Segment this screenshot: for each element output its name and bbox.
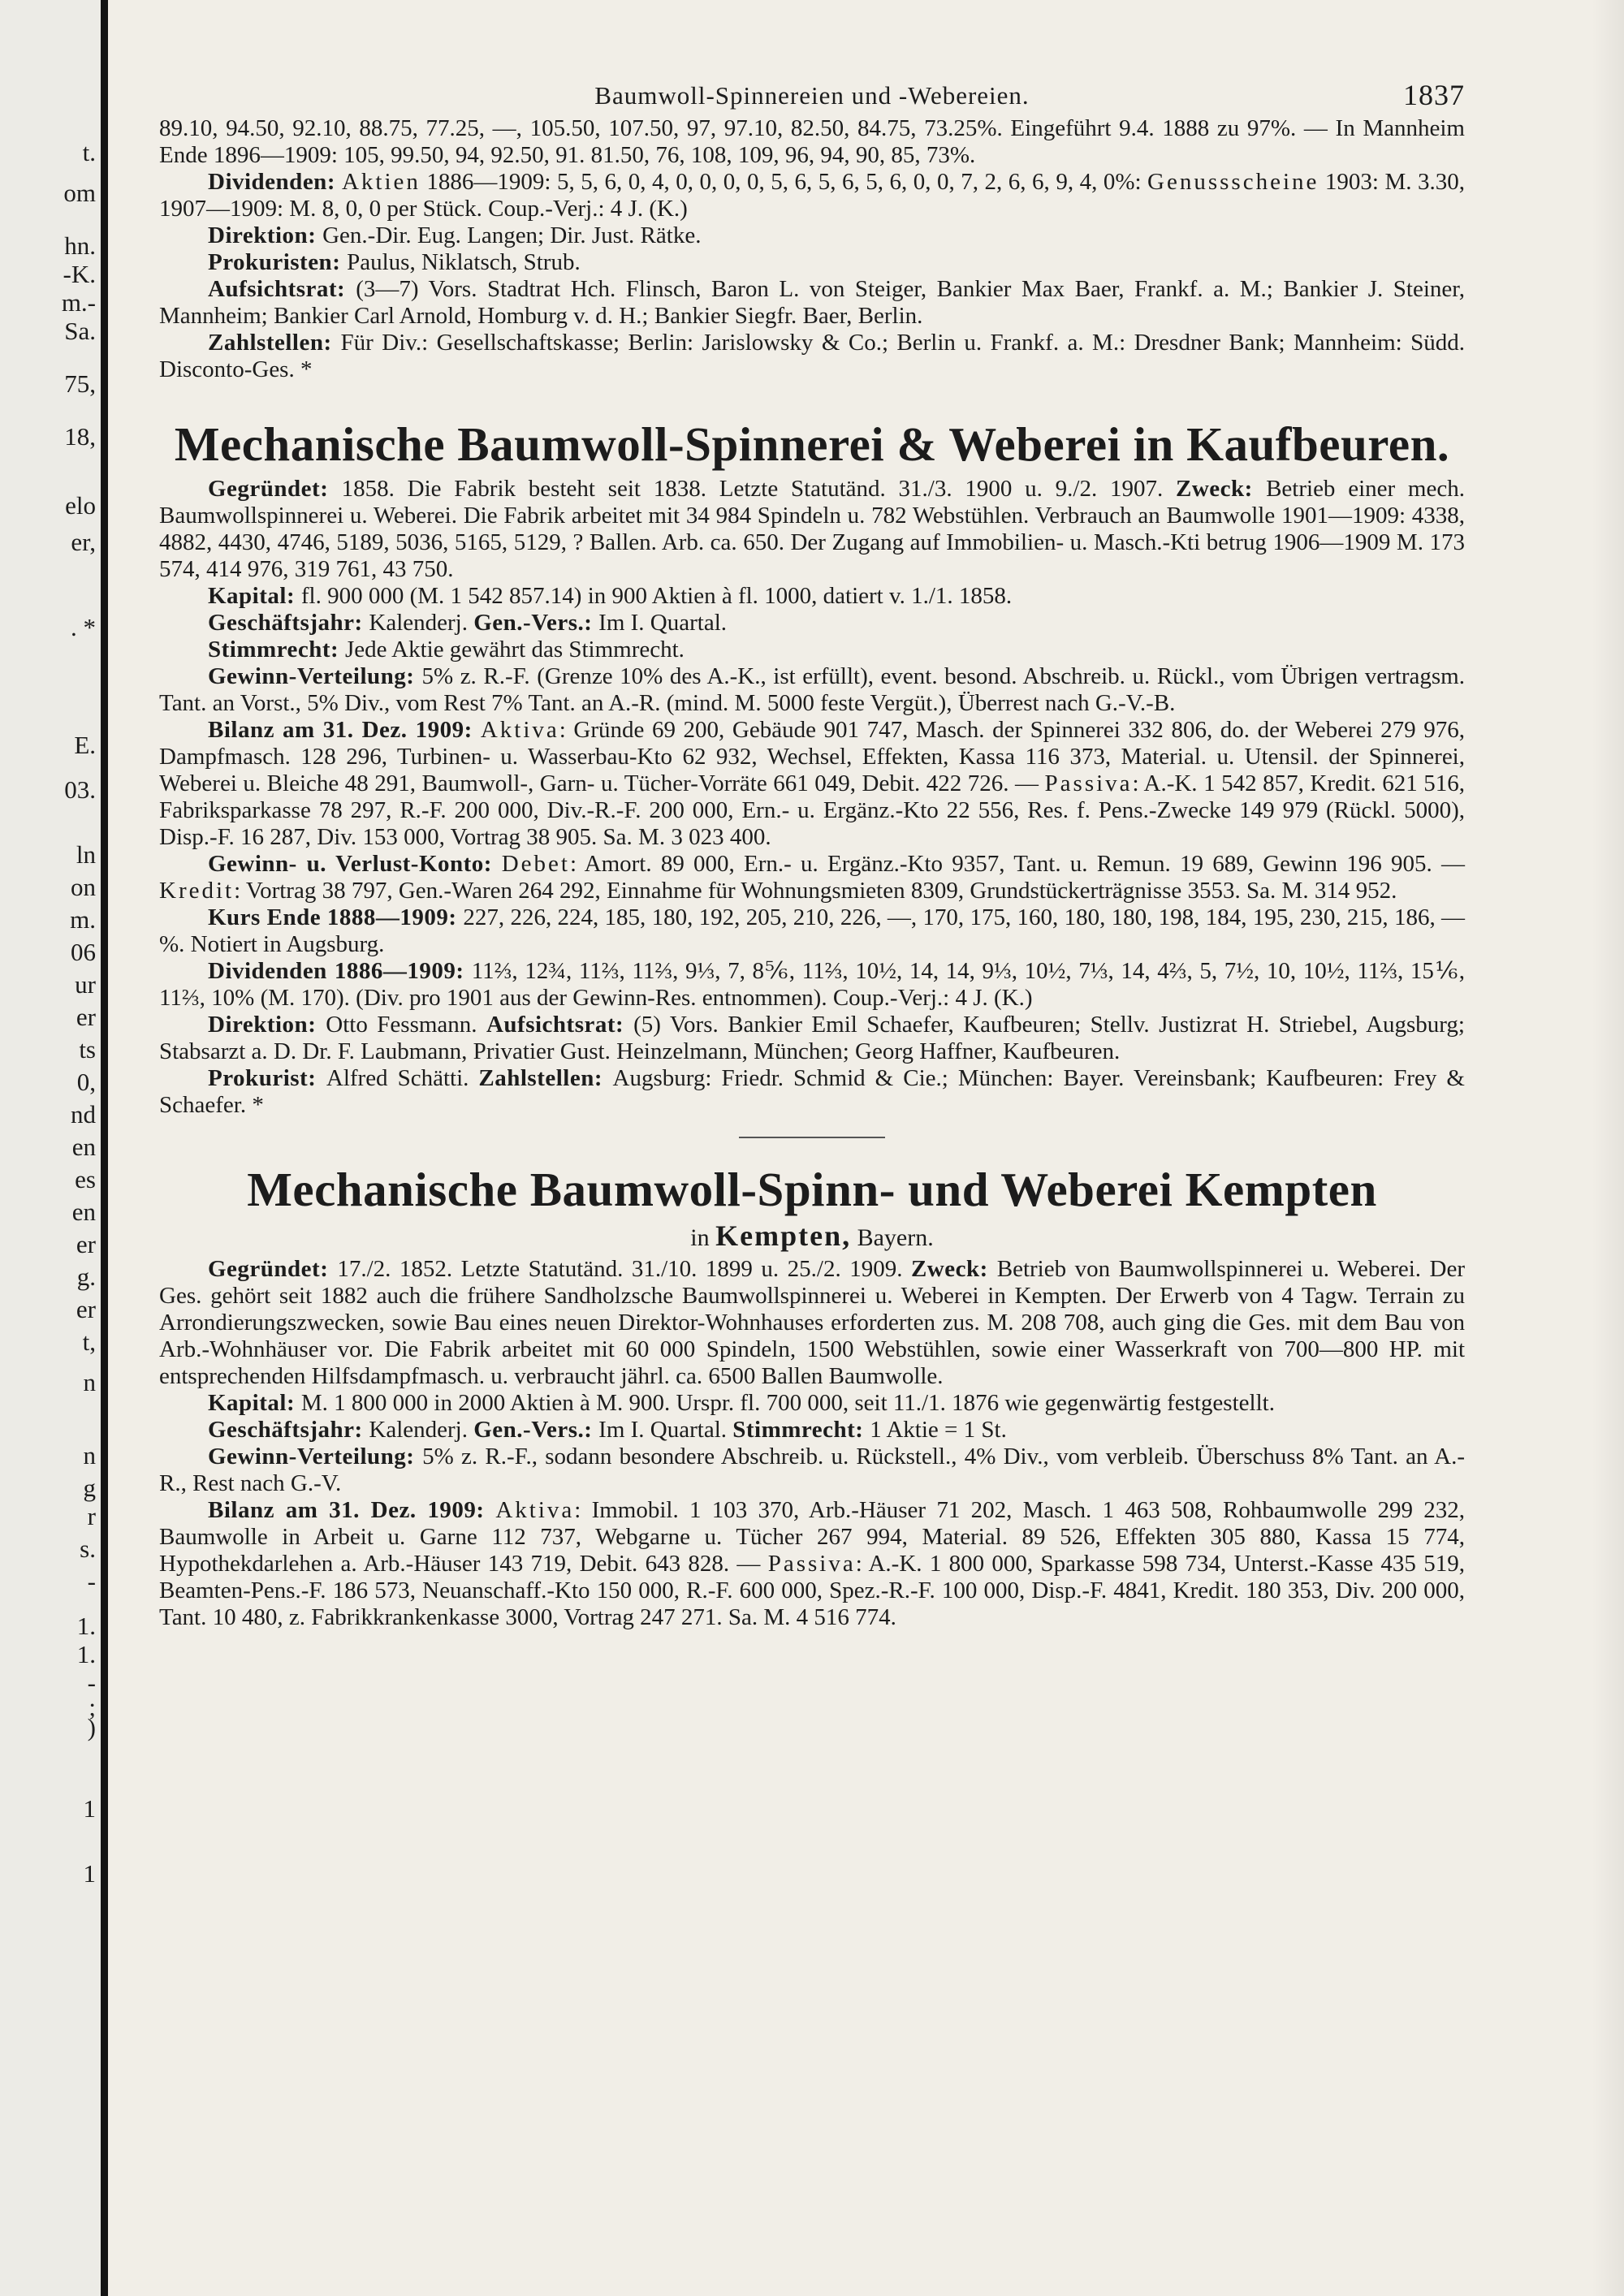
location-prefix: in: [690, 1224, 710, 1251]
field-text: : Vortrag 38 797, Gen.-Waren 264 292, Einnahme für Wohnungsmieten 8309, Grundstückerträgnisse 3553. Sa. M. 314 952.: [234, 878, 1397, 904]
paragraph: [159, 1012, 1465, 1065]
paragraph: [159, 276, 1465, 330]
margin-fragment: hn.: [64, 231, 96, 260]
field-label: Kapital:: [208, 583, 301, 609]
field-text: 17./2. 1852. Letzte Statutänd. 31./10. 1899 u. 25./2. 1909.: [337, 1256, 911, 1282]
field-text: Kalenderj.: [369, 610, 474, 636]
field-text: : Immobil. 1 103 370, Arb.-Häuser 71 202, Masch. 1 463 508, Rohbaumwolle 299 232, Baumwolle in Arbeit u. Garne 112 737, Webgarne u. Tücher 267 994, Material. 89 526, Effekten 305 880, Kassa 15 774, Hypothekdarlehen a. Arb.-Häuser 143 719, Debit. 643 828. —: [159, 1497, 1465, 1577]
margin-fragment: en: [71, 1198, 96, 1226]
field-label: Dividenden:: [208, 169, 342, 195]
paragraph: [159, 1390, 1465, 1417]
field-text: : A.-K. 1 542 857, Kredit. 621 516, Fabriksparkasse 78 297, R.-F. 200 000, Div.-R.-F. 200 000, Ern.- u. Ergänz.-Kto 22 556, Res. f. Pens.-Zwecke 149 979 (Rückl. 5000), Disp.-F. 16 287, Div. 153 000, Vortrag 38 905. Sa. M. 3 023 400.: [159, 770, 1466, 850]
margin-fragment: 18,: [64, 422, 96, 451]
paragraph: [159, 717, 1465, 851]
spaced-term: Aktien: [341, 169, 421, 195]
margin-fragment: r: [87, 1502, 96, 1530]
paragraph: [159, 222, 1465, 249]
field-label: Zweck:: [1175, 476, 1267, 502]
field-text: Paulus, Niklatsch, Strub.: [347, 249, 581, 275]
field-label: Kapital:: [208, 1390, 301, 1416]
paragraph: [159, 851, 1465, 904]
spaced-term: Aktiva: [480, 717, 559, 743]
field-label: Bilanz am 31. Dez. 1909:: [208, 717, 481, 743]
field-label: Prokuristen:: [208, 249, 348, 275]
paragraph: [159, 249, 1465, 276]
field-text: : Gründe 69 200, Gebäude 901 747, Masch. der Spinnerei 332 806, do. der Weberei 279 976, Dampfmasch. 128 296, Turbinen- u. Wasserbau-Kto 62 932, Wechsel, Effekten, Kassa 116 373, Material. u. Utensil. der Spinnerei, Weberei u. Bleiche 48 291, Baumwoll-, Garn- u. Tücher-Vorräte 661 049, Debit. 422 726. —: [159, 717, 1465, 796]
margin-fragment: E.: [74, 731, 96, 759]
margin-fragment: on: [71, 873, 96, 901]
margin-fragment: t,: [82, 1327, 96, 1356]
paragraph: [159, 115, 1465, 169]
entry-divider: [739, 1137, 885, 1138]
field-label: Bilanz am 31. Dez. 1909:: [208, 1497, 496, 1523]
field-label: Gegründet:: [208, 1256, 338, 1282]
field-text: Im I. Quartal.: [598, 610, 728, 636]
field-text: Gen.-Dir. Eug. Langen; Dir. Just. Rätke.: [322, 222, 702, 248]
paragraph: [159, 169, 1465, 222]
field-label: Gegründet:: [208, 476, 342, 502]
field-label: Gewinn- u. Verlust-Konto:: [208, 851, 502, 877]
field-text: M. 1 800 000 in 2000 Aktien à M. 900. Urspr. fl. 700 000, seit 11./1. 1876 wie gegenwärtig festgestellt.: [300, 1390, 1275, 1416]
margin-fragment: 1: [83, 1859, 96, 1888]
field-text: Betrieb von Baumwollspinnerei u. Weberei. Der Ges. gehört seit 1882 auch die frühere Sandholzsche Baumwollspinnerei u. Weberei in Kempten. Der Erwerb von 4 Tagw. Terrain zu Arrondierungszwecken, sowie Bau eines neuen Direktor-Wohnhauses erforderten zus. M. 208 708, auch ging die Ges. mit dem Bau von Arb.-Wohnhäuser vor. Die Fabrik arbeitet mit 60 000 Spindeln, 1500 Webstühlen, sowie einer Wasserkraft von 700—800 HP. mit entsprechenden Hilfsdampfmasch. u. verbraucht jährl. ca. 6500 Ballen Baumwolle.: [159, 1256, 1466, 1389]
paragraph: [159, 637, 1465, 663]
document-page: [159, 75, 1465, 1631]
margin-fragment: 1.: [76, 1640, 96, 1668]
margin-fragment: 1.: [76, 1612, 96, 1640]
field-label: Zweck:: [910, 1256, 997, 1282]
margin-fragment: elo: [65, 491, 96, 520]
field-text: : Amort. 89 000, Ern.- u. Ergänz.-Kto 9357, Tant. u. Remun. 19 689, Gewinn 196 905. —: [569, 851, 1465, 877]
field-text: 5% z. R.-F. (Grenze 10% des A.-K., ist erfüllt), event. besond. Abschreib. u. Rückl., vom Übrigen vertragsm. Tant. an Vorst., 5% Div., vom Rest 7% Tant. an A.-R. (mind. M. 5000 feste Vergüt.), Überrest nach G.-V.-B.: [159, 663, 1465, 716]
field-text: 1903: M. 3.30, 1907—1909: M. 8, 0, 0 per Stück. Coup.-Verj.: 4 J. (K.): [159, 169, 1465, 222]
paragraph: [159, 610, 1465, 637]
margin-fragment: m.-: [61, 288, 96, 317]
paragraph: [159, 1065, 1465, 1119]
field-label: Kurs Ende 1888—1909:: [208, 904, 464, 930]
paragraph: [159, 476, 1465, 583]
field-text: 1858. Die Fabrik besteht seit 1838. Letzte Statutänd. 31./3. 1900 u. 9./2. 1907.: [341, 476, 1176, 502]
field-text: Betrieb einer mech. Baumwollspinnerei u. Weberei. Die Fabrik arbeitet mit 34 984 Spindeln u. 782 Webstühlen. Verbrauch an Baumwolle 1901—1909: 4338, 4882, 4430, 4746, 5189, 5036, 5165, 5129, ? Ballen. Arb. ca. 650. Der Zugang auf Immobilien- u. Masch.-Kti betrug 1906—1909 M. 173 574, 414 976, 319 761, 43 750.: [159, 476, 1465, 582]
entry-heading-kempten: Mechanische Baumwoll-Spinn- und Weberei Kempten: [247, 1163, 1377, 1216]
left-margin-gutter: [0, 0, 101, 2296]
field-label: Stimmrecht:: [208, 637, 345, 662]
field-label: Zahlstellen:: [478, 1065, 613, 1091]
margin-fragment: er: [76, 1230, 96, 1258]
field-text: Augsburg: Friedr. Schmid & Cie.; München: Bayer. Vereinsbank; Kaufbeuren: Frey & Schaefer. *: [159, 1065, 1465, 1118]
field-text: Kalenderj.: [369, 1417, 474, 1443]
margin-fragment: g.: [76, 1262, 96, 1291]
margin-fragment: er: [76, 1295, 96, 1323]
spaced-term: Passiva: [767, 1551, 856, 1577]
field-label: Geschäftsjahr:: [208, 610, 369, 636]
margin-fragment: -K.: [63, 260, 96, 288]
entry-heading-kaufbeuren: Mechanische Baumwoll-Spinnerei & Weberei in Kaufbeuren.: [174, 417, 1450, 471]
field-text: fl. 900 000 (M. 1 542 857.14) in 900 Aktien à fl. 1000, datiert v. 1./1. 1858.: [300, 583, 1013, 609]
spaced-term: Passiva: [1044, 770, 1133, 796]
field-label: Gewinn-Verteilung:: [208, 1444, 423, 1470]
field-text: 227, 226, 224, 185, 180, 192, 205, 210, 226, —, 170, 175, 160, 180, 180, 198, 184, 195, 230, 215, 186, —%. Notiert in Augsburg.: [159, 904, 1465, 957]
field-label: Gen.-Vers.:: [473, 610, 599, 636]
field-text: Otto Fessmann.: [326, 1012, 486, 1038]
margin-fragment: ): [87, 1713, 96, 1741]
margin-fragment: g: [83, 1474, 96, 1502]
field-label: Gewinn-Verteilung:: [208, 663, 422, 689]
field-label: Prokurist:: [208, 1065, 326, 1091]
spaced-term: Debet: [501, 851, 570, 877]
margin-fragment: m.: [70, 905, 96, 934]
margin-fragment: s.: [80, 1534, 96, 1563]
paragraph: [159, 904, 1465, 958]
margin-fragment: er: [76, 1003, 96, 1031]
entry-location-kempten: [159, 1221, 1465, 1253]
margin-fragment: nd: [71, 1100, 96, 1129]
field-label: Gen.-Vers.:: [473, 1417, 599, 1443]
margin-fragment: t.: [82, 138, 96, 166]
field-text: Jede Aktie gewährt das Stimmrecht.: [344, 637, 685, 662]
margin-fragment: ts: [79, 1035, 96, 1064]
entry-body-kaufbeuren: [159, 476, 1465, 1119]
spaced-term: Aktiva: [495, 1497, 575, 1523]
margin-fragment: 0,: [76, 1068, 96, 1096]
field-text: (3—7) Vors. Stadtrat Hch. Flinsch, Baron L. von Steiger, Bankier Max Baer, Frankf. a. M.; Bankier J. Steiner, Mannheim; Bankier Carl Arnold, Homburg v. d. H.; Bankier Siegfr. Baer, Berlin.: [159, 276, 1465, 329]
margin-fragment: ur: [75, 970, 96, 999]
field-label: Zahlstellen:: [208, 330, 341, 356]
field-text: 1 Aktie = 1 St.: [870, 1417, 1007, 1443]
field-label: Geschäftsjahr:: [208, 1417, 369, 1443]
field-text: (5) Vors. Bankier Emil Schaefer, Kaufbeuren; Stellv. Justizrat H. Striebel, Augsburg; Stabsarzt a. D. Dr. F. Laubmann, Privatier Gust. Heinzelmann, München; Georg Haffner, Kaufbeuren.: [159, 1012, 1465, 1064]
margin-fragment: es: [75, 1165, 96, 1193]
margin-fragment: -: [87, 1668, 96, 1697]
paragraph: [159, 330, 1465, 383]
location-region: Bayern.: [857, 1224, 934, 1251]
page-fold-shadow: [1592, 0, 1624, 2296]
margin-fragment: 1: [83, 1794, 96, 1823]
entry-body-kempten: [159, 1256, 1465, 1631]
field-label: Aufsichtsrat:: [208, 276, 356, 302]
margin-fragment: Sa.: [64, 317, 96, 345]
paragraph: [159, 583, 1465, 610]
paragraph: [159, 1256, 1465, 1390]
margin-fragment: -: [87, 1567, 96, 1595]
margin-fragment: er,: [71, 528, 96, 556]
running-head: [159, 75, 1465, 115]
paragraph: [159, 663, 1465, 717]
margin-fragment: 06: [71, 938, 96, 966]
field-text: 11⅔, 12¾, 11⅔, 11⅔, 9⅓, 7, 8⅚, 11⅔, 10½, 14, 14, 9⅓, 10½, 7⅓, 14, 4⅔, 5, 7½, 10, 10½, 11⅔, 15⅙, 11⅔, 10% (M. 170). (Div. pro 1901 aus der Gewinn-Res. entnommen). Coup.-Verj.: 4 J. (K.): [159, 958, 1465, 1011]
margin-fragment: 75,: [64, 369, 96, 398]
spaced-term: Kredit: [159, 878, 235, 904]
margin-fragment: ;: [89, 1693, 96, 1721]
field-text: Für Div.: Gesellschaftskasse; Berlin: Jarislowsky & Co.; Berlin u. Frankf. a. M.: Dresdner Bank; Mannheim: Südd. Disconto-Ges. *: [159, 330, 1465, 382]
field-label: Dividenden 1886—1909:: [208, 958, 472, 984]
field-text: : A.-K. 1 800 000, Sparkasse 598 734, Unterst.-Kasse 435 519, Beamten-Pens.-F. 186 573, Neuanschaff.-Kto 150 000, R.-F. 600 000, Spez.-R.-F. 100 000, Disp.-F. 4841, Kredit. 180 353, Div. 200 000, Tant. 10 480, z. Fabrikkrankenkasse 3000, Vortrag 247 271. Sa. M. 4 516 774.: [159, 1551, 1465, 1630]
margin-fragment: . *: [71, 613, 96, 641]
paragraph: [159, 1444, 1465, 1497]
page-number: 1837: [1403, 79, 1465, 111]
margin-fragment: n: [83, 1441, 96, 1470]
spaced-term: Genussscheine: [1147, 169, 1320, 195]
page-edge-rule: [101, 0, 108, 2296]
paragraph: [159, 1417, 1465, 1444]
location-city: Kempten,: [715, 1219, 852, 1252]
margin-fragment: n: [83, 1368, 96, 1396]
field-text: Alfred Schätti.: [326, 1065, 479, 1091]
margin-fragment: om: [63, 179, 96, 207]
field-label: Stimmrecht:: [732, 1417, 870, 1443]
field-text: 89.10, 94.50, 92.10, 88.75, 77.25, —, 105.50, 107.50, 97, 97.10, 82.50, 84.75, 73.25%. Eingeführt 9.4. 1888 zu 97%. — In Mannheim Ende 1896—1909: 105, 99.50, 94, 92.50, 91. 81.50, 76, 108, 109, 96, 94, 90, 85, 73%.: [159, 115, 1465, 168]
field-text: 5% z. R.-F., sodann besondere Abschreib. u. Rückstell., 4% Div., vom verbleib. Überschuss 8% Tant. an A.-R., Rest nach G.-V.: [159, 1444, 1465, 1496]
margin-fragment: ln: [76, 840, 96, 869]
margin-fragment: en: [71, 1133, 96, 1161]
field-label: Aufsichtsrat:: [486, 1012, 634, 1038]
paragraph: [159, 958, 1465, 1012]
field-label: Direktion:: [208, 1012, 326, 1038]
field-text: 1886—1909: 5, 5, 6, 0, 4, 0, 0, 0, 0, 5, 6, 5, 6, 5, 6, 0, 0, 7, 2, 6, 6, 9, 4, 0%:: [420, 169, 1148, 195]
field-text: Im I. Quartal.: [598, 1417, 733, 1443]
field-label: Direktion:: [208, 222, 323, 248]
previous-entry-continuation: [159, 115, 1465, 383]
paragraph: [159, 1497, 1465, 1631]
running-head-title: Baumwoll-Spinnereien und -Webereien.: [594, 81, 1030, 110]
margin-fragment: 03.: [64, 775, 96, 804]
